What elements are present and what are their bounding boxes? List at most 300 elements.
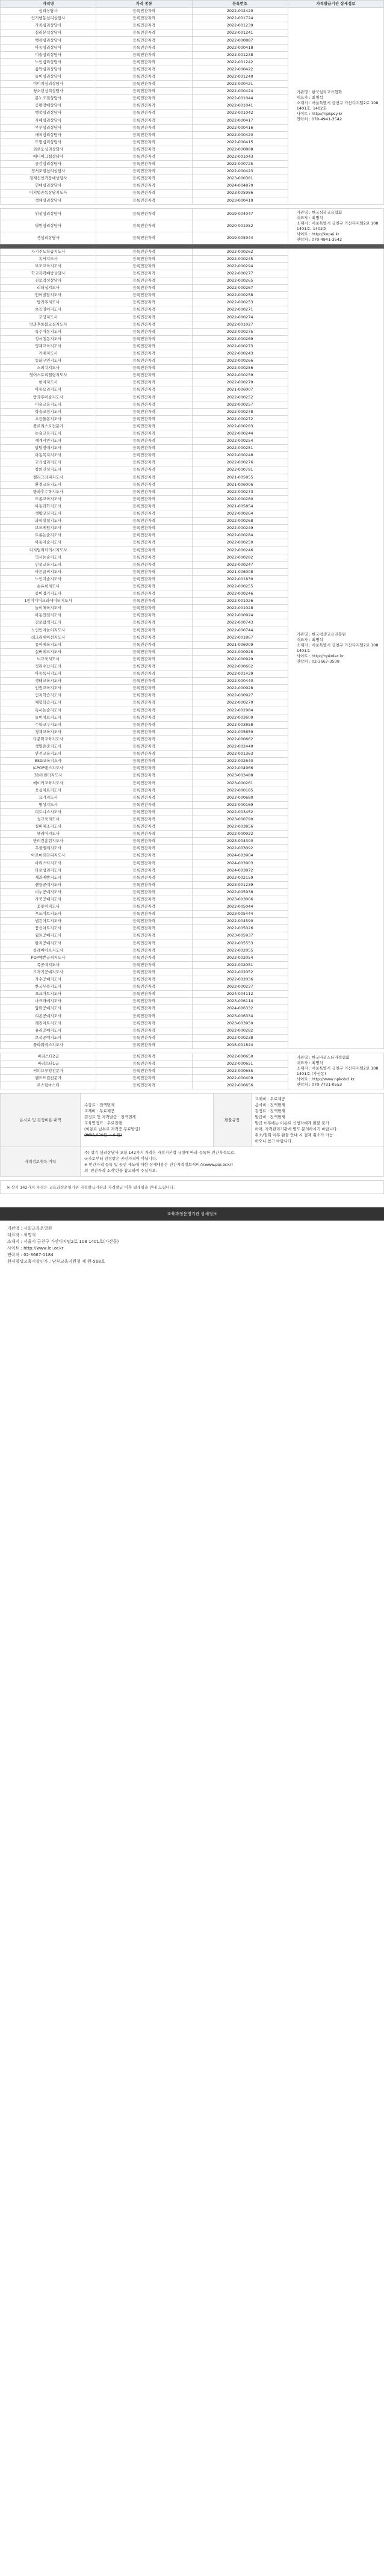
cert-reg-no-cell: 2023-000419 <box>192 197 288 204</box>
cert-type-cell: 등록민간자격 <box>96 634 192 641</box>
cert-reg-no-cell: 2022-000265 <box>192 277 288 285</box>
cert-type-cell: 등록민간자격 <box>96 605 192 612</box>
cert-type-cell: 등록민간자격 <box>96 525 192 532</box>
cert-reg-no-cell: 2022-001238 <box>192 51 288 58</box>
cert-name-cell: 아동안전지도사 <box>1 612 96 619</box>
cert-reg-no-cell: 2022-001867 <box>192 634 288 641</box>
cert-type-cell: 등록민간자격 <box>96 998 192 1005</box>
cert-type-cell: 등록민간자격 <box>96 1034 192 1041</box>
issuer-phone: 연락처 : 070-4941-3542 <box>296 116 342 122</box>
cert-reg-no-cell: 2022-004590 <box>192 918 288 925</box>
cert-type-cell: 등록민간자격 <box>96 117 192 124</box>
cert-name-cell: 생심리상담사 <box>1 232 96 244</box>
cert-type-cell: 등록민간자격 <box>96 598 192 605</box>
cert-name-cell: 로스팅마스터 <box>1 1082 96 1089</box>
cert-type-cell: 등록민간자격 <box>96 831 192 838</box>
issuer-site: 사이트 : http://kopei.kr <box>296 231 339 237</box>
cert-type-cell: 등록민간자격 <box>96 1005 192 1012</box>
cert-reg-no-cell: 2022-000253 <box>192 299 288 306</box>
cert-name-cell: 영재교육지도사 <box>1 342 96 350</box>
cert-reg-no-cell: 2022-000270 <box>192 699 288 707</box>
refund-line: 취소/철회 이후 환불 안내 시 결제 취소가 가능 <box>255 1133 333 1138</box>
cert-name-cell: 명상지도사 <box>1 801 96 808</box>
cert-type-cell: 등록민간자격 <box>96 816 192 823</box>
cert-reg-no-cell: 2022-001439 <box>192 670 288 678</box>
cert-name-cell: 초등영어지도사 <box>1 306 96 314</box>
notes-row-fees <box>1 1094 384 1147</box>
notes-row-qualification <box>1 1147 384 1177</box>
cert-reg-no-cell: 2023-000261 <box>192 779 288 787</box>
cert-type-cell: 등록민간자격 <box>96 220 192 232</box>
cert-name-cell: 음악심리상담사 <box>1 66 96 73</box>
cert-name-cell: 자기주도학습지도사 <box>1 248 96 255</box>
cert-reg-no-cell: 2022-000423 <box>192 168 288 175</box>
cert-name-cell: 플라워박스지도사 <box>1 1041 96 1048</box>
cert-reg-no-cell: 2022-000273 <box>192 488 288 495</box>
cert-type-cell: 등록민간자격 <box>96 510 192 518</box>
cert-type-cell: 등록민간자격 <box>96 721 192 728</box>
cert-reg-no-cell: 2022-000725 <box>192 161 288 168</box>
issuer-rep: 대표자 : 최명석 <box>296 637 323 643</box>
cert-type-cell: 등록민간자격 <box>96 452 192 459</box>
cert-name-cell: 특수아동지도사 <box>1 328 96 335</box>
cert-reg-no-cell: 2024-003872 <box>192 867 288 874</box>
cert-name-cell: 아로마테라피지도사 <box>1 852 96 859</box>
cert-reg-no-cell: 2022-001242 <box>192 58 288 66</box>
cert-type-cell: 등록민간자격 <box>96 95 192 102</box>
cert-name-cell: 피트니스지도사 <box>1 808 96 816</box>
cert-name-cell: 환경교육지도사 <box>1 481 96 488</box>
cert-name-cell: 방과후미술지도사 <box>1 394 96 401</box>
cert-type-cell: 등록민간자격 <box>96 342 192 350</box>
cert-reg-no-cell: 2022-000276 <box>192 459 288 466</box>
cert-name-cell: 미술교육지도사 <box>1 401 96 408</box>
cert-name-cell: K-POP댄스지도사 <box>1 765 96 772</box>
cert-type-cell: 등록민간자격 <box>96 692 192 699</box>
cert-reg-no-cell: 2019-004047 <box>192 208 288 220</box>
cert-type-cell: 등록민간자격 <box>96 208 192 220</box>
cert-name-cell: 레진아트지도사 <box>1 1020 96 1027</box>
fee-line: (이용료 납부로 자격증 무료발급) <box>84 1127 140 1132</box>
cert-reg-no-cell: 2022-000282 <box>192 1027 288 1034</box>
cert-reg-no-cell: 2022-003092 <box>192 845 288 852</box>
cert-reg-no-cell: 2022-000284 <box>192 532 288 539</box>
cert-name-cell: 진로탐색지도사 <box>1 619 96 627</box>
cert-name-cell: 풍선아트지도사 <box>1 925 96 932</box>
issuer-address: 소재지 : 서울특별시 금천구 가산디지털2로 108 1401호, 1402호 <box>296 100 379 111</box>
cert-name-cell: 부부심리상담사 <box>1 124 96 131</box>
col-header-name: 자격명 <box>1 1 96 8</box>
cert-name-cell: 플로리스트전문가 <box>1 423 96 430</box>
cert-type-cell: 등록민간자격 <box>96 232 192 244</box>
cert-reg-no-cell: 2022-000267 <box>192 285 288 292</box>
cert-reg-no-cell: 2022-002051 <box>192 961 288 968</box>
cert-name-cell: 인성교육지도사 <box>1 561 96 568</box>
cert-name-cell: 아동독서지도사 <box>1 670 96 678</box>
cert-name-cell: 위성심리상담사 <box>1 208 96 220</box>
cert-name-cell: 발달장애지도사 <box>1 445 96 452</box>
cert-name-cell: 웃음치료지도사 <box>1 787 96 794</box>
cert-type-cell: 등록민간자격 <box>96 983 192 991</box>
cert-name-cell: 생명존중지도사 <box>1 743 96 751</box>
cert-reg-no-cell: 2022-000415 <box>192 138 288 146</box>
cert-reg-no-cell: 2023-000790 <box>192 816 288 823</box>
issuer-detail-cell <box>288 1053 383 1089</box>
cert-name-cell: 방과후돌봄교실지도사 <box>1 321 96 328</box>
cert-reg-no-cell: 2022-000279 <box>192 379 288 386</box>
cert-reg-no-cell: 2022-000928 <box>192 648 288 655</box>
cert-type-cell: 등록민간자격 <box>96 379 192 386</box>
issuer-rep: 대표자 : 최명석 <box>296 94 323 100</box>
cert-name-cell: 1인미디어크리에이터지도사 <box>1 598 96 605</box>
cert-type-cell: 등록민간자격 <box>96 735 192 743</box>
cert-type-cell: 등록민간자격 <box>96 794 192 801</box>
cert-type-cell: 등록민간자격 <box>96 670 192 678</box>
refund-label: 환불규정 <box>213 1094 251 1147</box>
cert-reg-no-cell: 2022-000169 <box>192 801 288 808</box>
cert-type-cell: 등록민간자격 <box>96 881 192 888</box>
cert-reg-no-cell: 2022-000283 <box>192 423 288 430</box>
cert-type-cell: 등록민간자격 <box>96 110 192 117</box>
cert-reg-no-cell: 2022-000271 <box>192 306 288 314</box>
cert-type-cell: 등록민간자격 <box>96 81 192 88</box>
cert-name-cell: 핸드드립전문가 <box>1 1075 96 1082</box>
cert-name-cell: 색채심리상담사 <box>1 197 96 204</box>
cert-name-cell: 정리수납지도사 <box>1 663 96 670</box>
cert-reg-no-cell: 2022-001026 <box>192 598 288 605</box>
cert-reg-no-cell: 2022-002984 <box>192 707 288 714</box>
cert-type-cell: 등록민간자격 <box>96 503 192 510</box>
cert-name-cell: 마크라메지도사 <box>1 998 96 1005</box>
cert-reg-no-cell: 2015-001844 <box>192 1041 288 1048</box>
cert-type-cell: 등록민간자격 <box>96 285 192 292</box>
cert-reg-no-cell: 2022-001042 <box>192 110 288 117</box>
cert-name-cell: 생태교육지도사 <box>1 678 96 685</box>
cert-type-cell: 등록민간자격 <box>96 1075 192 1082</box>
cert-name-cell: 냅킨아트지도사 <box>1 918 96 925</box>
cert-reg-no-cell: 2022-000924 <box>192 612 288 619</box>
cert-type-cell: 등록민간자격 <box>96 518 192 525</box>
cert-type-cell: 등록민간자격 <box>96 190 192 197</box>
col-header-issuer: 자격발급기관 상세정보 <box>288 1 383 8</box>
cert-reg-no-cell: 2022-000680 <box>192 794 288 801</box>
cert-type-cell: 등록민간자격 <box>96 619 192 627</box>
cert-name-cell: 부모교육지도사 <box>1 262 96 270</box>
cert-reg-no-cell: 2022-002420 <box>192 8 288 15</box>
cert-reg-no-cell: 2022-001043 <box>192 153 288 160</box>
cert-name-cell: 경제교육지도사 <box>1 728 96 735</box>
cert-reg-no-cell: 2022-003452 <box>192 808 288 816</box>
cert-type-cell: 등록민간자격 <box>96 641 192 648</box>
cert-type-cell: 등록민간자격 <box>96 903 192 911</box>
cert-reg-no-cell: 2022-001363 <box>192 751 288 758</box>
cert-type-cell: 등록민간자격 <box>96 328 192 335</box>
refund-line: 검정료 : 전액면제 <box>255 1109 285 1114</box>
cert-reg-no-cell: 2022-000274 <box>192 314 288 321</box>
cert-type-cell: 등록민간자격 <box>96 481 192 488</box>
org-info <box>0 1221 384 1270</box>
cert-type-cell: 등록민간자격 <box>96 954 192 961</box>
cert-reg-no-cell: 2022-000185 <box>192 787 288 794</box>
cert-reg-no-cell: 2022-001044 <box>192 95 288 102</box>
cert-type-cell: 등록민간자격 <box>96 546 192 554</box>
cert-reg-no-cell: 2023-001239 <box>192 881 288 888</box>
cert-reg-no-cell: 2021-006008 <box>192 568 288 575</box>
cert-reg-no-cell: 2022-000266 <box>192 358 288 365</box>
cert-type-cell: 등록민간자격 <box>96 991 192 998</box>
org-info-line: 기관명 : 사회교육운영원 <box>7 1226 52 1231</box>
cert-type-cell: 등록민간자격 <box>96 408 192 415</box>
cert-name-cell: 아동요리지도사 <box>1 386 96 394</box>
cert-reg-no-cell: 2022-001239 <box>192 22 288 29</box>
cert-type-cell: 등록민간자격 <box>96 495 192 503</box>
cert-type-cell: 등록민간자격 <box>96 488 192 495</box>
cert-reg-no-cell: 2022-000243 <box>192 350 288 357</box>
refund-content <box>251 1094 384 1147</box>
cert-reg-no-cell: 2022-000273 <box>192 342 288 350</box>
cert-name-cell: 놀이심리상담사 <box>1 73 96 80</box>
cert-name-cell: 초등돌봄지도사 <box>1 415 96 423</box>
cert-name-cell: 방과후수학지도사 <box>1 488 96 495</box>
cert-reg-no-cell: 2022-001041 <box>192 102 288 110</box>
cert-type-cell: 등록민간자격 <box>96 925 192 932</box>
fee-line: 교육연정표 : 무료진행 <box>84 1121 122 1126</box>
cert-reg-no-cell: 2022-000259 <box>192 372 288 379</box>
cert-type-cell: 등록민간자격 <box>96 1060 192 1068</box>
cert-reg-no-cell: 2021-006006 <box>192 481 288 488</box>
cert-reg-no-cell: 2022-000887 <box>192 37 288 44</box>
cert-name-cell: 공황장애상담사 <box>1 102 96 110</box>
table-header-row <box>1 1 384 8</box>
table-row <box>1 1053 384 1060</box>
cert-name-cell: 메이커교육지도사 <box>1 779 96 787</box>
cert-name-cell: 보석공예지도사 <box>1 1034 96 1041</box>
cert-name-cell: 공감심리상담사 <box>1 161 96 168</box>
cert-reg-no-cell: 2022-003856 <box>192 823 288 831</box>
cert-name-cell: 이미지심리상담사 <box>1 81 96 88</box>
issuer-site: 사이트 : http://npkpsy.kr <box>296 111 342 116</box>
refund-line: 교재비 : 무료제공 <box>255 1097 285 1102</box>
cert-name-cell: 디지털리터러시지도사 <box>1 546 96 554</box>
cert-reg-no-cell: 2024-003904 <box>192 852 288 859</box>
cert-name-cell: 경계선인격장애상담사 <box>1 175 96 182</box>
refund-line: 발급 이후에는 이용료 신청자에게 환불 불가 <box>255 1121 329 1126</box>
cert-reg-no-cell: 2022-000416 <box>192 124 288 131</box>
cert-name-cell: 펫케어지도사 <box>1 831 96 838</box>
cert-name-cell: 리더십지도사 <box>1 285 96 292</box>
cert-name-cell: 클레이아트지도사 <box>1 947 96 954</box>
cert-reg-no-cell: 2022-000255 <box>192 583 288 590</box>
cert-reg-no-cell: 2023-004300 <box>192 838 288 845</box>
cert-type-cell: 등록민간자격 <box>96 685 192 692</box>
cert-name-cell: 다문화교육지도사 <box>1 735 96 743</box>
cert-name-cell: 안전교육지도사 <box>1 751 96 758</box>
cert-type-cell: 등록민간자격 <box>96 401 192 408</box>
cert-type-cell: 등록민간자격 <box>96 372 192 379</box>
cert-name-cell: 비누공예지도사 <box>1 888 96 896</box>
cert-name-cell: 영어스토리텔링지도사 <box>1 372 96 379</box>
cert-reg-no-cell: 2019-005944 <box>192 232 288 244</box>
cert-name-cell: 한지공예지도사 <box>1 940 96 947</box>
cert-reg-no-cell: 2023-006114 <box>192 998 288 1005</box>
cert-type-cell: 등록민간자격 <box>96 37 192 44</box>
cert-reg-no-cell: 2022-000420 <box>192 131 288 138</box>
cert-reg-no-cell: 2022-000650 <box>192 1053 288 1060</box>
cert-type-cell: 등록민간자격 <box>96 466 192 474</box>
cert-type-cell: 등록민간자격 <box>96 51 192 58</box>
issuer-address: 소재지 : 서울특별시 금천구 가산디지털2로 108 1401호, 1402호 <box>296 220 379 231</box>
cert-name-cell: 꽃꽂이지도사 <box>1 903 96 911</box>
cert-type-cell: 등록민간자격 <box>96 787 192 794</box>
cert-reg-no-cell: 2022-000268 <box>192 518 288 525</box>
cert-name-cell: 인지학습지도사 <box>1 692 96 699</box>
qualification-line: 국가로부터 인정받은 공인자격이 아닙니다. <box>84 1156 158 1162</box>
separator-cell <box>1 1048 384 1053</box>
cert-type-cell: 등록민간자격 <box>96 801 192 808</box>
cert-name-cell: 수학교구지도사 <box>1 721 96 728</box>
fee-lines <box>84 1102 209 1132</box>
cert-type-cell: 등록민간자격 <box>96 270 192 277</box>
fee-line: 검정료 및 자격발급 : 전액면제 <box>84 1115 136 1120</box>
issuer-site: 사이트 : http://npkolec.kr <box>296 654 344 659</box>
cert-name-cell: 자해심리상담사 <box>1 117 96 124</box>
cert-reg-no-cell: 2021-005854 <box>192 503 288 510</box>
cert-name-cell: 타로심리지도사 <box>1 867 96 874</box>
issuer-site: 사이트 : http://www.npkobcl.kr <box>296 1076 355 1082</box>
refund-line: 응시비 : 전액면제 <box>255 1103 285 1108</box>
cert-name-cell: 유아체육지도사 <box>1 641 96 648</box>
issuer-phone: 연락처 : 070-4941-3542 <box>296 237 342 242</box>
org-info-line: 원격평생교육시설인가 : 남부교육지원청 제 원-568호 <box>7 1259 105 1265</box>
cert-reg-no-cell: 2024-003903 <box>192 859 288 867</box>
separator-cell <box>1 204 384 208</box>
cert-type-cell: 등록민간자격 <box>96 852 192 859</box>
cert-type-cell: 등록민간자격 <box>96 438 192 445</box>
cert-reg-no-cell: 2022-001724 <box>192 15 288 22</box>
cert-reg-no-cell: 2022-000928 <box>192 685 288 692</box>
cert-type-cell: 등록민간자격 <box>96 277 192 285</box>
cert-type-cell: 등록민간자격 <box>96 365 192 372</box>
issuer-issuer: 기관명 : 한국바리스타자격협회 <box>296 1054 350 1060</box>
cert-type-cell: 등록민간자격 <box>96 197 192 204</box>
cert-type-cell: 등록민간자격 <box>96 932 192 940</box>
cert-type-cell: 등록민간자격 <box>96 539 192 546</box>
cert-name-cell: 역사논술지도사 <box>1 554 96 561</box>
cert-reg-no-cell: 2022-000421 <box>192 81 288 88</box>
cert-type-cell: 등록민간자격 <box>96 808 192 816</box>
org-info-line: 연락처 : 02-3667-1184 <box>7 1252 54 1258</box>
cert-reg-no-cell: 2022-000888 <box>192 146 288 153</box>
cert-type-cell: 등록민간자격 <box>96 88 192 95</box>
cert-name-cell: 보드게임지도사 <box>1 525 96 532</box>
cert-type-cell: 등록민간자격 <box>96 182 192 190</box>
cert-reg-no-cell: 2022-002440 <box>192 743 288 751</box>
group-separator <box>1 1048 384 1053</box>
cert-reg-no-cell: 2022-003609 <box>192 714 288 721</box>
qualification-label: 자격정보취득 이력 <box>1 1147 81 1177</box>
cert-name-cell: 행복심리상담사 <box>1 110 96 117</box>
cert-name-cell: 손유희지도사 <box>1 583 96 590</box>
cert-name-cell: 미술심리상담사 <box>1 51 96 58</box>
cert-type-cell: 등록민간자격 <box>96 961 192 968</box>
cert-reg-no-cell: 2021-006009 <box>192 641 288 648</box>
cert-type-cell: 등록민간자격 <box>96 918 192 925</box>
cert-type-cell: 등록민간자격 <box>96 699 192 707</box>
cert-name-cell: 도자기공예지도사 <box>1 968 96 976</box>
cert-name-cell: 3D프린터지도사 <box>1 772 96 779</box>
refund-line: 하오니 참고 바랍니다. <box>255 1139 293 1144</box>
cert-name-cell: 인지행동심리상담사 <box>1 15 96 22</box>
cert-name-cell: 캔들공예지도사 <box>1 881 96 888</box>
cert-type-cell: 등록민간자격 <box>96 561 192 568</box>
cert-reg-no-cell: 2022-000278 <box>192 408 288 415</box>
cert-name-cell: 푸드아트지도사 <box>1 911 96 918</box>
cert-name-cell: 노인미술지도사 <box>1 575 96 583</box>
cert-reg-no-cell: 2022-000655 <box>192 1068 288 1075</box>
cert-type-cell: 등록민간자격 <box>96 575 192 583</box>
cert-reg-no-cell: 2022-000662 <box>192 735 288 743</box>
cert-reg-no-cell: 2023-003950 <box>192 1020 288 1027</box>
cert-reg-no-cell: 2022-000662 <box>192 663 288 670</box>
qualification-line: 주) 상기 심리상담사 포함 142가지 자격은 자격기본법 규정에 따라 등록한 민간자격으로, <box>84 1150 236 1156</box>
cert-reg-no-cell: 2022-000272 <box>192 415 288 423</box>
cert-reg-no-cell: 2023-000381 <box>192 175 288 182</box>
cert-reg-no-cell: 2023-006334 <box>192 1012 288 1020</box>
cert-reg-no-cell: 2022-005553 <box>192 940 288 947</box>
cert-name-cell: 성교육지도사 <box>1 816 96 823</box>
cert-name-cell: 체험학습지도사 <box>1 699 96 707</box>
cert-reg-no-cell: 2022-000247 <box>192 561 288 568</box>
cert-name-cell: 외로움심리상담사 <box>1 146 96 153</box>
cert-reg-no-cell: 2022-002054 <box>192 954 288 961</box>
cert-reg-no-cell: 2022-000440 <box>192 678 288 685</box>
cert-type-cell: 등록민간자격 <box>96 1068 192 1075</box>
cert-name-cell: 동화구연지도사 <box>1 358 96 365</box>
cert-type-cell: 등록민간자격 <box>96 350 192 357</box>
col-header-reg-no: 등록번호 <box>192 1 288 8</box>
issuer-issuer: 기관명 : 한국심리교육협회 <box>296 89 342 94</box>
cert-reg-no-cell: 2022-000744 <box>192 627 288 634</box>
cert-type-cell: 등록민간자격 <box>96 655 192 663</box>
cert-name-cell: 레크리에이션지도사 <box>1 634 96 641</box>
cert-reg-no-cell: 2022-001241 <box>192 29 288 37</box>
cert-type-cell: 등록민간자격 <box>96 663 192 670</box>
cert-reg-no-cell: 2021-005855 <box>192 474 288 481</box>
cert-name-cell: 가죽공예지도사 <box>1 896 96 903</box>
cert-name-cell: 한국무용지도사 <box>1 983 96 991</box>
qualification-content <box>81 1147 384 1177</box>
cert-type-cell: 등록민간자격 <box>96 976 192 983</box>
cert-type-cell: 등록민간자격 <box>96 707 192 714</box>
cert-type-cell: 등록민간자격 <box>96 321 192 328</box>
cert-name-cell: 종이접기지도사 <box>1 590 96 598</box>
cert-type-cell: 등록민간자격 <box>96 306 192 314</box>
fee-line: 수강료 : 전액면제 <box>84 1103 115 1108</box>
page <box>0 0 384 1270</box>
cert-name-cell: 언어발달지도사 <box>1 292 96 299</box>
cert-type-cell: 등록민간자격 <box>96 335 192 342</box>
cert-name-cell: 디지털중독상담지도사 <box>1 190 96 197</box>
cert-name-cell: 드론교육지도사 <box>1 495 96 503</box>
cert-reg-no-cell: 2022-000743 <box>192 619 288 627</box>
cert-name-cell: 우쿨렐레지도사 <box>1 845 96 852</box>
cert-reg-no-cell: 2022-000418 <box>192 44 288 51</box>
cert-name-cell: 바리스타1급 <box>1 1060 96 1068</box>
cert-name-cell: 에니어그램상담사 <box>1 153 96 160</box>
issuer-detail-cell <box>288 248 383 1048</box>
cert-name-cell: 토론논술지도사 <box>1 532 96 539</box>
cert-reg-no-cell: 2022-001028 <box>192 605 288 612</box>
